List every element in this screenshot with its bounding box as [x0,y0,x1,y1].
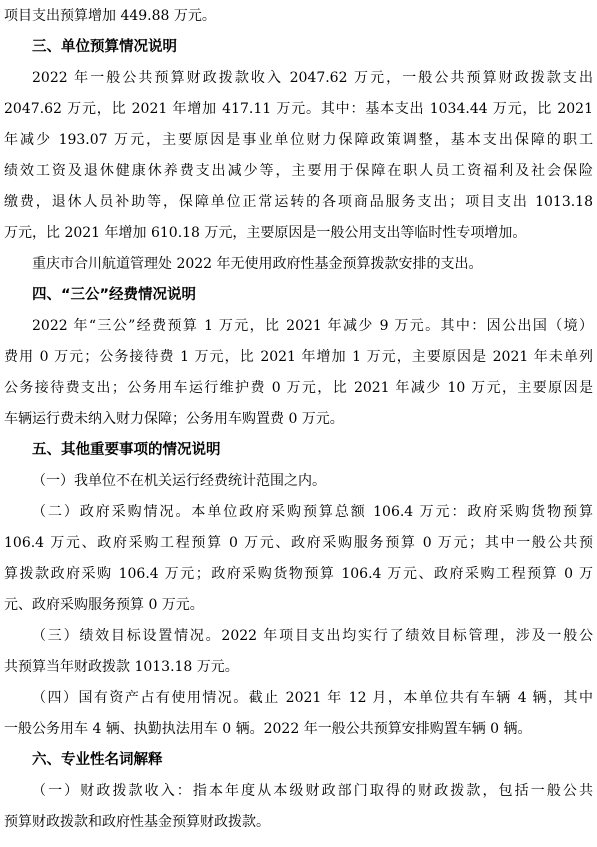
section-heading-terms: 六、专业性名词解释 [32,752,163,768]
paragraph-line: 一般公务用车 4 辆、执勤执法用车 0 辆。2022 年一般公共预算安排购置车辆 0 辆。 [4,721,532,737]
paragraph-line: 年减少 193.07 万元，主要原因是事业单位财力保障政策调整，基本支出保障的职工 [4,132,593,148]
paragraph-line: 算拨款政府采购 106.4 万元；政府采购货物预算 106.4 万元、政府采购工程预算 0 万 [4,566,593,582]
paragraph-line: 万元，比 2021 年增加 610.18 万元，主要原因是一般公用支出等临时性专项增加。 [4,225,527,241]
paragraph-line: 元、政府采购服务预算 0 万元。 [4,597,204,613]
paragraph-line: （一）财政拨款收入：指本年度从本级财政部门取得的财政拨款，包括一般公共 [32,783,593,799]
paragraph-line: 车辆运行费未纳入财力保障；公务用车购置费 0 万元。 [4,411,344,427]
paragraph-line: 项目支出预算增加 449.88 万元。 [4,8,216,24]
paragraph-line: 106.4 万元、政府采购工程预算 0 万元、政府采购服务预算 0 万元；其中一般公共预 [4,535,593,551]
paragraph-line: 绩效工资及退休健康休养费支出减少等，主要用于保障在职人员工资福利及社会保险 [4,163,593,179]
paragraph-line: 费用 0 万元；公务接待费 1 万元，比 2021 年增加 1 万元，主要原因是 2021 年未单列 [4,349,593,365]
paragraph-line: 2047.62 万元，比 2021 年增加 417.11 万元。其中：基本支出 1034.44 万元，比 2021 [4,101,593,117]
paragraph-line: （二）政府采购情况。本单位政府采购预算总额 106.4 万元：政府采购货物预算 [32,504,593,520]
paragraph-line: 公务接待费支出；公务用车运行维护费 0 万元，比 2021 年减少 10 万元，主要原因是 [4,380,593,396]
section-heading-other-matters: 五、其他重要事项的情况说明 [32,442,221,458]
paragraph-line: 缴费，退休人员补助等，保障单位正常运转的各项商品服务支出；项目支出 1013.18 [4,194,593,210]
paragraph-line: （一）我单位不在机关运行经费统计范围之内。 [32,473,326,489]
paragraph-line: （四）国有资产占有使用情况。截止 2021 年 12 月，本单位共有车辆 4 辆，其中 [32,690,593,706]
paragraph-line: 预算财政拨款和政府性基金预算财政拨款。 [4,814,270,830]
paragraph-line: 2022 年“三公”经费预算 1 万元，比 2021 年减少 9 万元。其中：因公出国（境） [32,318,593,334]
paragraph-line: 重庆市合川航道管理处 2022 年无使用政府性基金预算拨款安排的支出。 [32,256,483,272]
paragraph-line: 2022 年一般公共预算财政拨款收入 2047.62 万元，一般公共预算财政拨款支出 [32,70,593,86]
paragraph-line: 共预算当年财政拨款 1013.18 万元。 [4,659,239,675]
paragraph-line: （三）绩效目标设置情况。2022 年项目支出均实行了绩效目标管理，涉及一般公 [32,628,593,644]
section-heading-three-public: 四、“三公”经费情况说明 [32,287,197,303]
section-heading-unit-budget: 三、单位预算情况说明 [32,39,177,55]
